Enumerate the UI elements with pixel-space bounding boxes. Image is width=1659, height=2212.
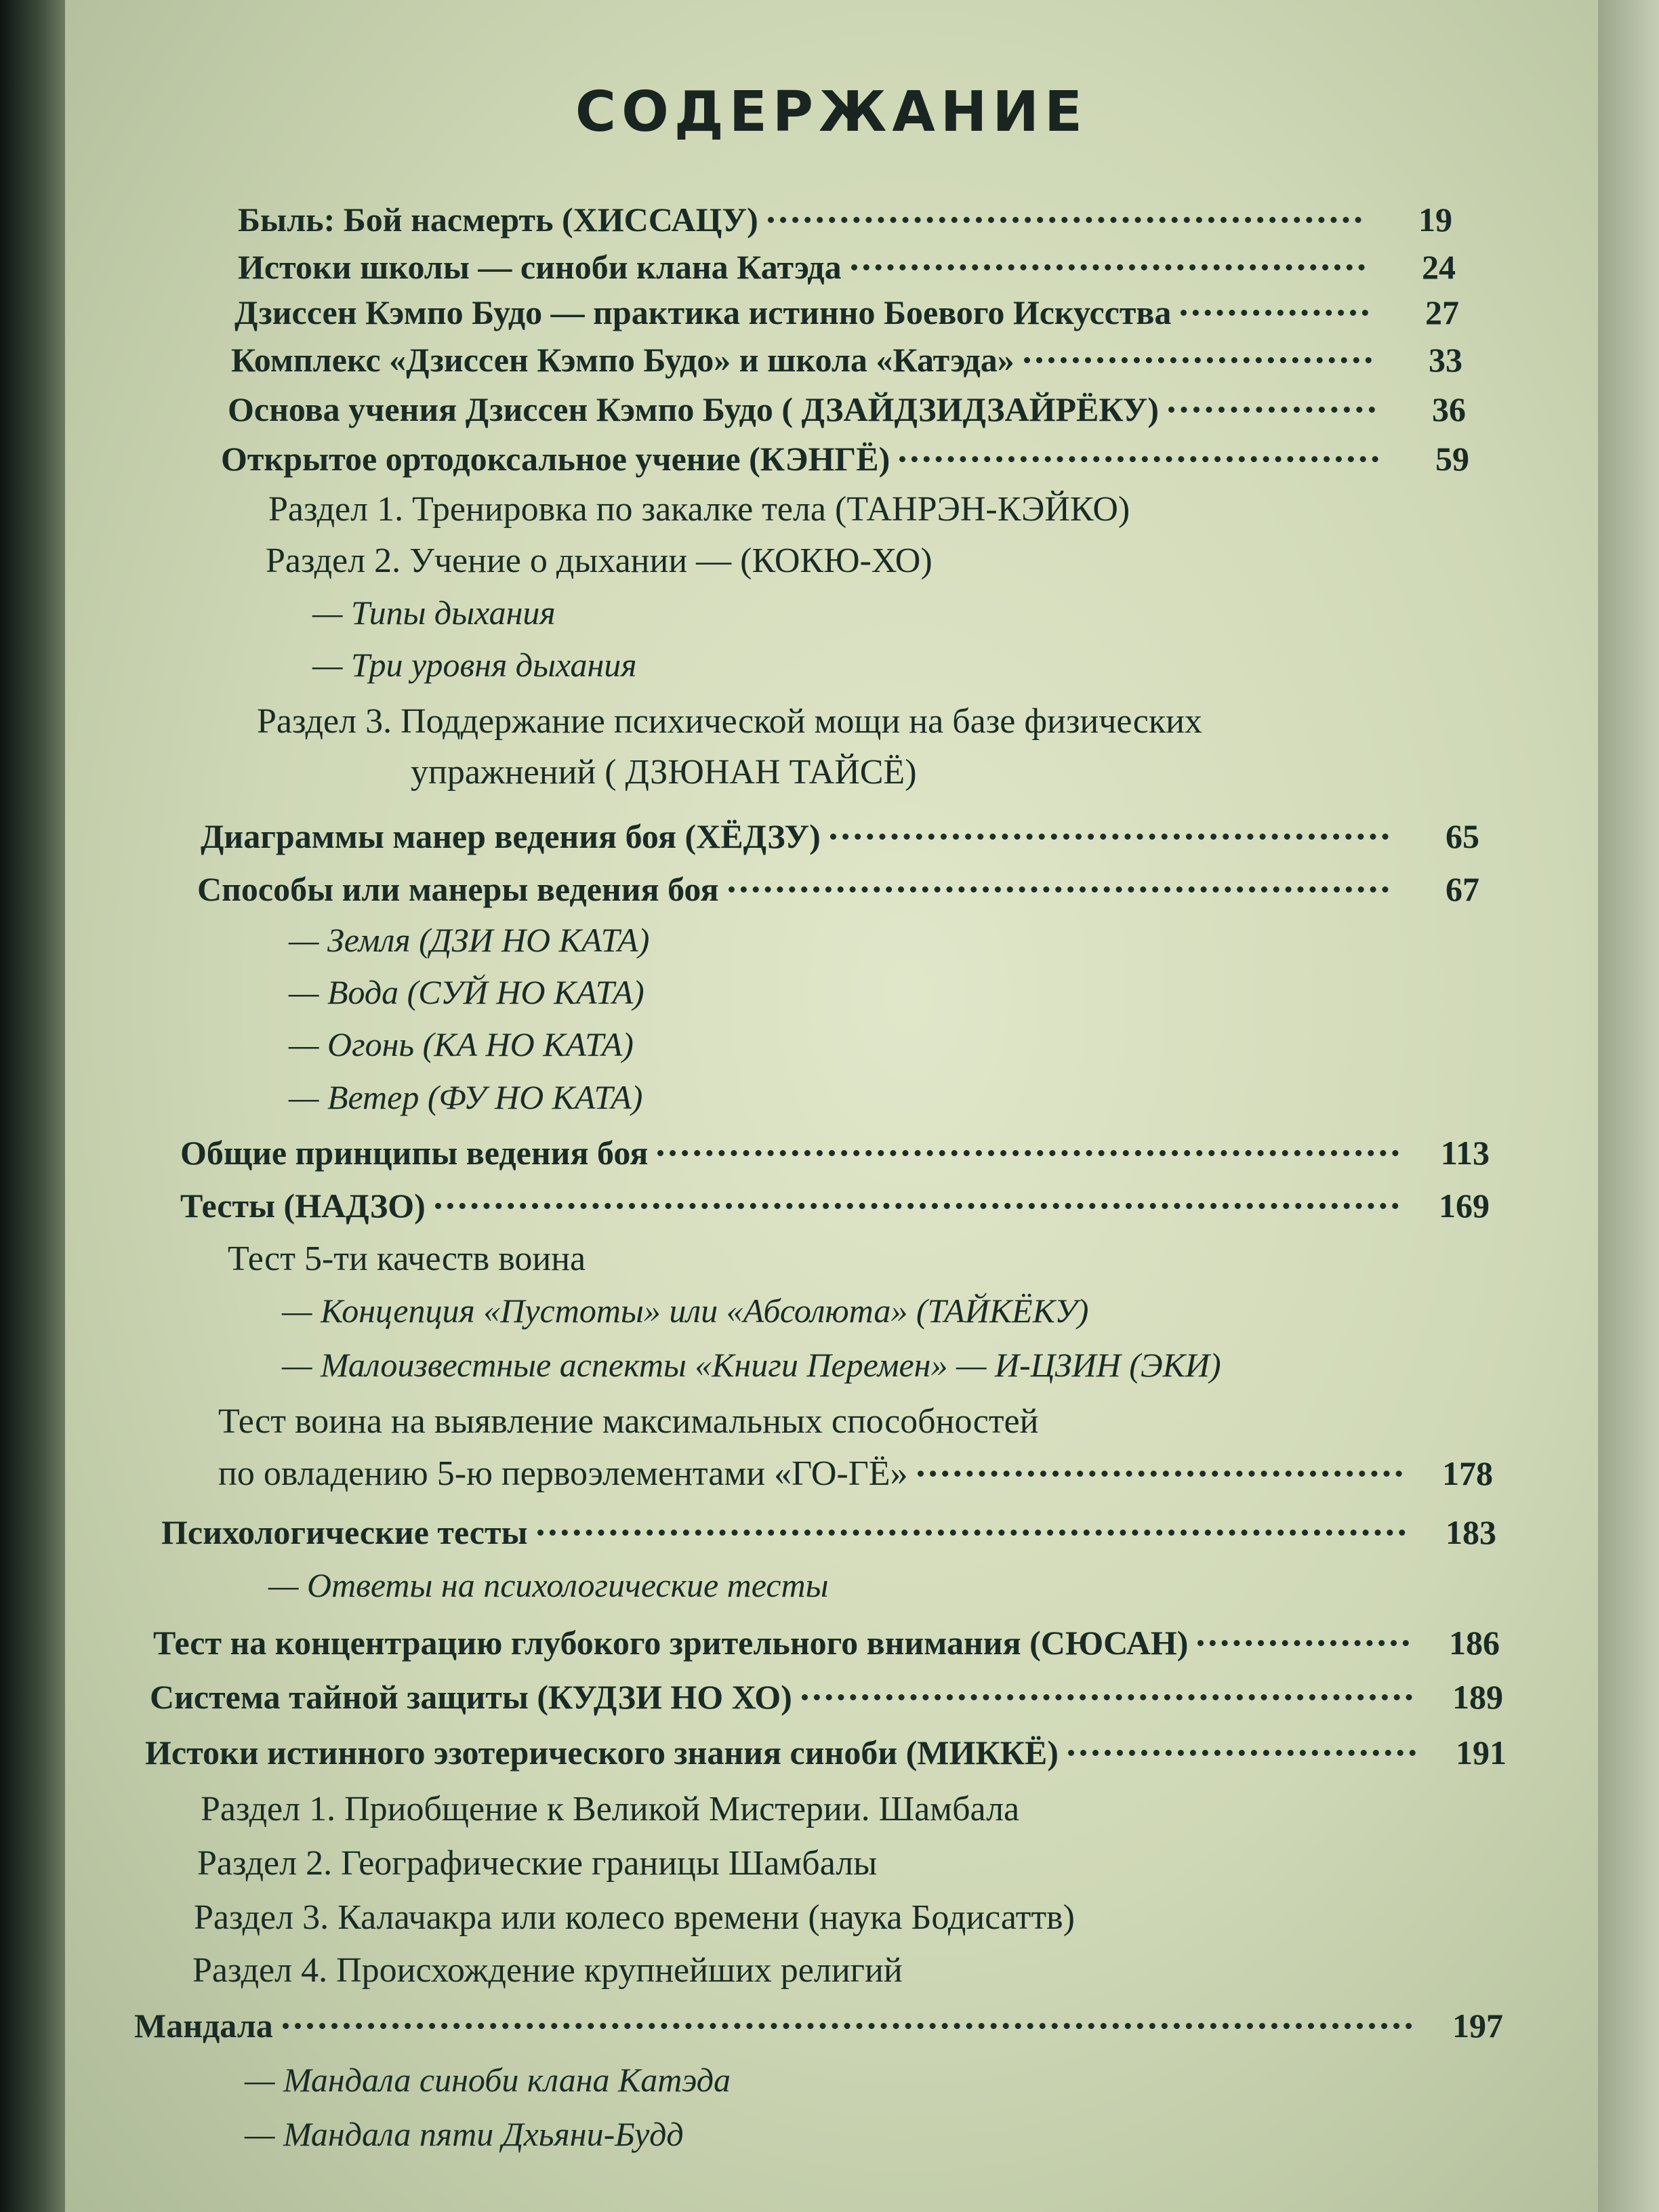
toc-entry: Мандала 197: [134, 2007, 1503, 2045]
toc-subentry: Раздел 1. Приобщение к Великой Мистерии. Шамбала: [201, 1790, 1020, 1828]
toc-entry: Открытое ортодоксальное учение (КЭНГЁ) 59: [221, 440, 1469, 478]
toc-entry: Способы или манеры ведения боя 67: [197, 870, 1479, 908]
toc-entry: Тест на концентрацию глубокого зрительного внимания (СЮСАН) 186: [153, 1624, 1500, 1662]
contents-page: [65, 0, 1598, 2212]
toc-subentry: — Огонь (КА НО КАТА): [289, 1025, 634, 1063]
toc-subentry: Тест 5-ти качеств воина: [228, 1240, 586, 1278]
book-spine-shadow: [0, 0, 65, 2212]
toc-subentry: Раздел 4. Происхождение крупнейших религий: [192, 1951, 903, 1990]
toc-subentry: — Три уровня дыхания: [312, 646, 637, 684]
toc-subentry: Раздел 3. Калачакра или колесо времени (наука Бодисаттв): [194, 1898, 1075, 1937]
toc-entry: Психологические тесты 183: [161, 1513, 1496, 1551]
toc-entry: Тесты (НАДЗО) 169: [180, 1187, 1490, 1225]
toc-subentry: Тест воина на выявление максимальных способностей: [218, 1402, 1039, 1441]
toc-entry: Система тайной защиты (КУДЗИ НО ХО) 189: [150, 1678, 1503, 1716]
toc-entry: Диаграммы манер ведения боя (ХЁДЗУ) 65: [201, 817, 1479, 855]
toc-subentry: — Типы дыхания: [312, 594, 556, 632]
toc-subentry: — Мандала пяти Дхьяни-Будд: [245, 2115, 684, 2153]
toc-subentry: — Вода (СУЙ НО КАТА): [289, 973, 644, 1011]
toc-subentry: Раздел 2. Учение о дыхании — (КОКЮ-ХО): [266, 541, 933, 580]
toc-entry: по овладению 5-ю первоэлементами «ГО-ГЁ» 178: [218, 1454, 1493, 1493]
toc-entry: Истоки школы — синоби клана Катэда 24: [238, 248, 1456, 286]
toc-subentry: — Концепция «Пустоты» или «Абсолюта» (ТАЙКЁКУ): [282, 1292, 1089, 1330]
toc-subentry: — Ответы на психологические тесты: [268, 1566, 829, 1604]
toc-subentry: — Малоизвестные аспекты «Книги Перемен» — И-ЦЗИН (ЭКИ): [282, 1346, 1221, 1384]
toc-entry: Общие принципы ведения боя 113: [180, 1134, 1490, 1172]
toc-subentry: Раздел 3. Поддержание психической мощи на базе физических: [257, 702, 1202, 741]
toc-subentry: — Мандала синоби клана Катэда: [245, 2061, 731, 2099]
toc-subentry: Раздел 2. Географические границы Шамбалы: [197, 1844, 878, 1883]
toc-subentry: — Земля (ДЗИ НО КАТА): [289, 921, 650, 959]
page-title: СОДЕРЖАНИЕ: [575, 80, 1088, 144]
toc-entry: Дзиссен Кэмпо Будо — практика истинно Боевого Искусства 27: [234, 293, 1459, 331]
toc-entry: Истоки истинного эзотерического знания синоби (МИККЁ) 191: [145, 1734, 1507, 1771]
toc-subentry: Раздел 1. Тренировка по закалке тела (ТАНРЭН-КЭЙКО): [268, 490, 1130, 529]
toc-subentry: — Ветер (ФУ НО КАТА): [289, 1078, 643, 1116]
toc-entry: Быль: Бой насмерть (ХИССАЦУ) 19: [238, 201, 1452, 239]
toc-entry: Основа учения Дзиссен Кэмпо Будо ( ДЗАЙДЗИДЗАЙРЁКУ) 36: [228, 390, 1466, 428]
toc-subentry: упражнений ( ДЗЮНАН ТАЙСЁ): [411, 753, 917, 792]
toc-entry: Комплекс «Дзиссен Кэмпо Будо» и школа «Катэда» 33: [231, 341, 1462, 379]
facing-page-edge: [1598, 0, 1659, 2212]
